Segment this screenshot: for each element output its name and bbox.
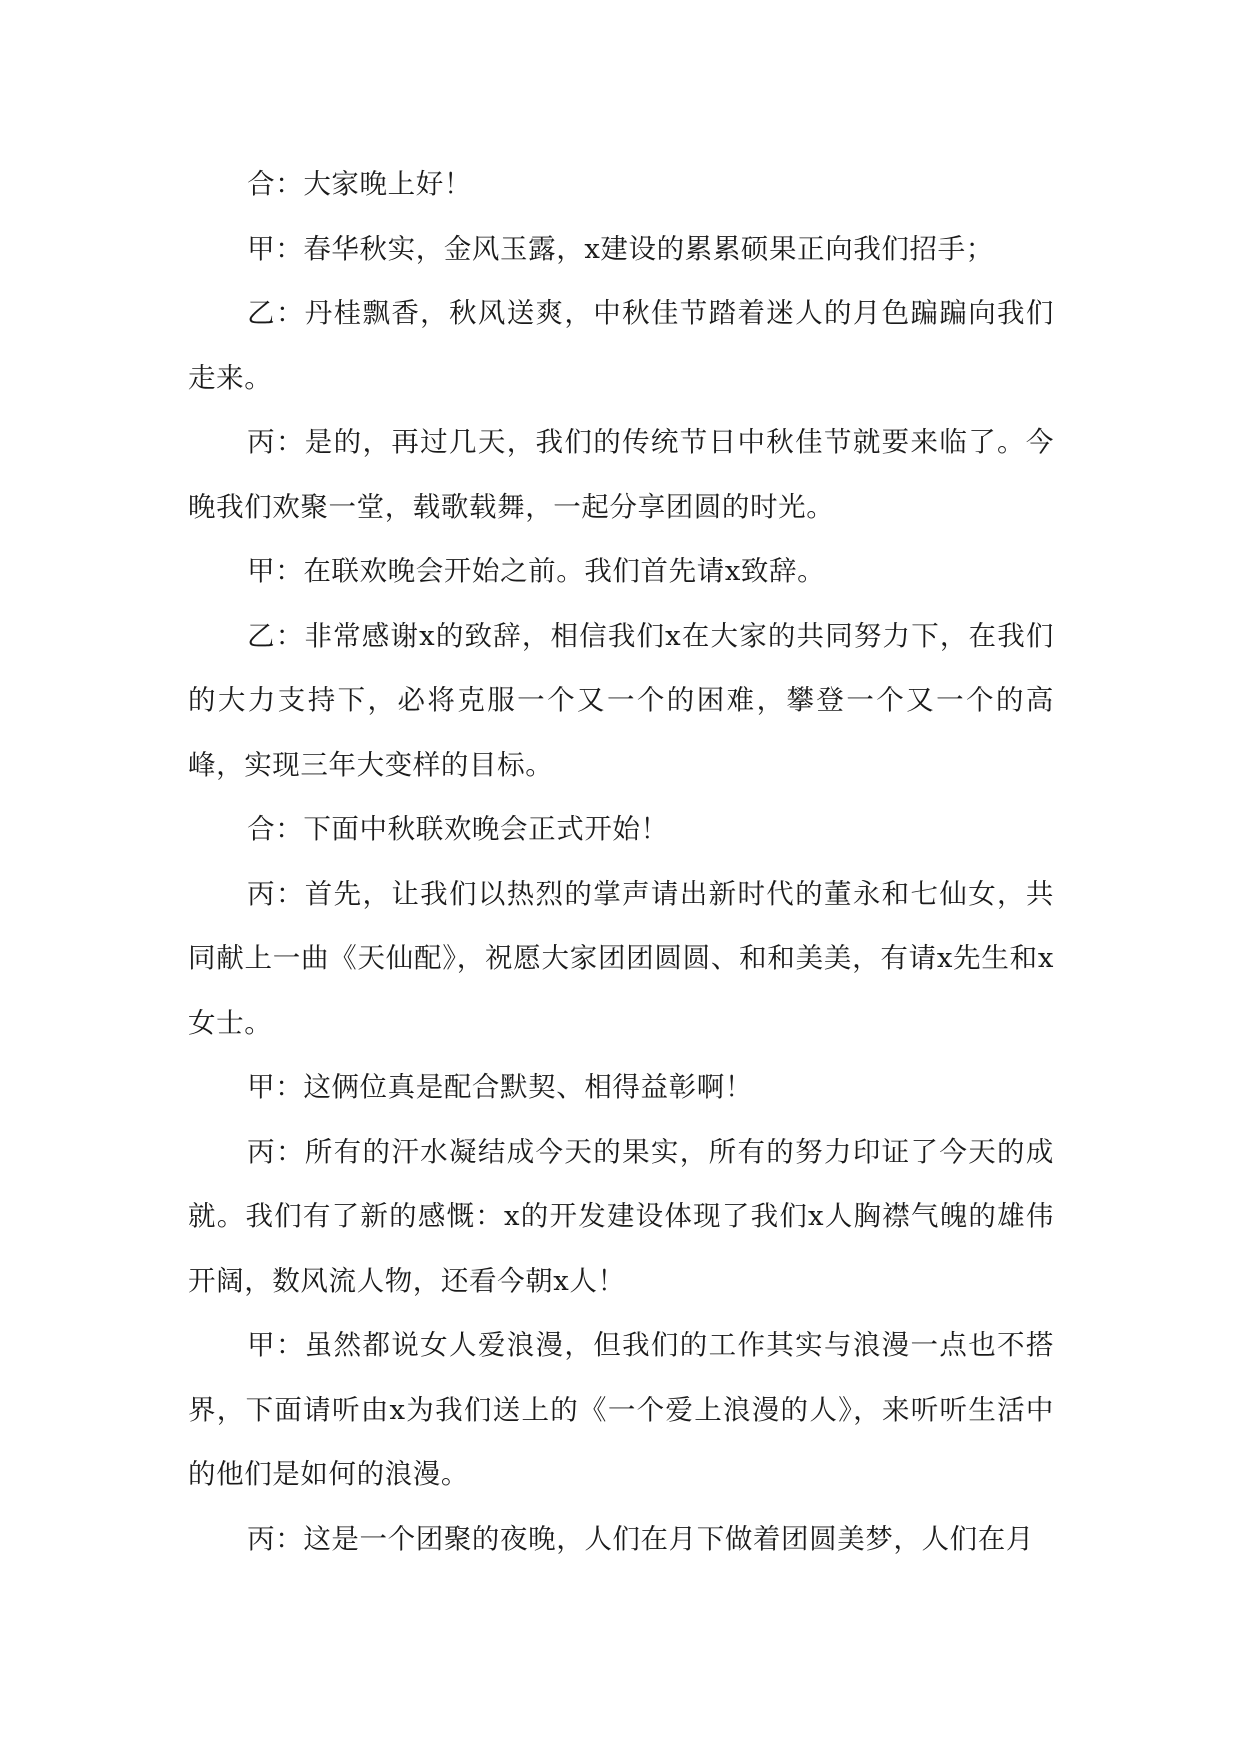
dialogue-paragraph: 丙：所有的汗水凝结成今天的果实，所有的努力印证了今天的成就。我们有了新的感慨：x的开发建设体现了我们x人胸襟气魄的雄伟开阔，数风流人物，还看今朝x人！	[188, 1135, 1054, 1297]
dialogue-paragraph: 甲：这俩位真是配合默契、相得益彰啊！	[247, 1071, 753, 1103]
dialogue-paragraph: 乙：非常感谢x的致辞，相信我们x在大家的共同努力下，在我们的大力支持下，必将克服一个又一个的困难，攀登一个又一个的高峰，实现三年大变样的目标。	[188, 619, 1054, 781]
dialogue-paragraph: 丙：首先，让我们以热烈的掌声请出新时代的董永和七仙女，共同献上一曲《天仙配》，祝愿大家团团圆圆、和和美美，有请x先生和x女士。	[188, 877, 1054, 1039]
dialogue-paragraph: 甲：春华秋实，金风玉露，x建设的累累硕果正向我们招手；	[247, 232, 994, 265]
dialogue-paragraph: 甲：虽然都说女人爱浪漫，但我们的工作其实与浪漫一点也不搭界，下面请听由x为我们送上的《一个爱上浪漫的人》，来听听生活中的他们是如何的浪漫。	[188, 1329, 1054, 1490]
dialogue-paragraph: 丙：这是一个团聚的夜晚，人们在月下做着团圆美梦，人们在月	[247, 1522, 1034, 1555]
document-body	[188, 152, 1054, 1571]
dialogue-paragraph: 丙：是的，再过几天，我们的传统节日中秋佳节就要来临了。今晚我们欢聚一堂，载歌载舞，一起分享团圆的时光。	[188, 426, 1054, 523]
dialogue-paragraph: 甲：在联欢晚会开始之前。我们首先请x致辞。	[247, 555, 826, 587]
dialogue-paragraph: 合：下面中秋联欢晚会正式开始！	[247, 813, 669, 845]
dialogue-paragraph: 合：大家晚上好！	[247, 168, 472, 200]
dialogue-paragraph: 乙：丹桂飘香，秋风送爽，中秋佳节踏着迷人的月色蹁蹁向我们走来。	[188, 297, 1054, 394]
